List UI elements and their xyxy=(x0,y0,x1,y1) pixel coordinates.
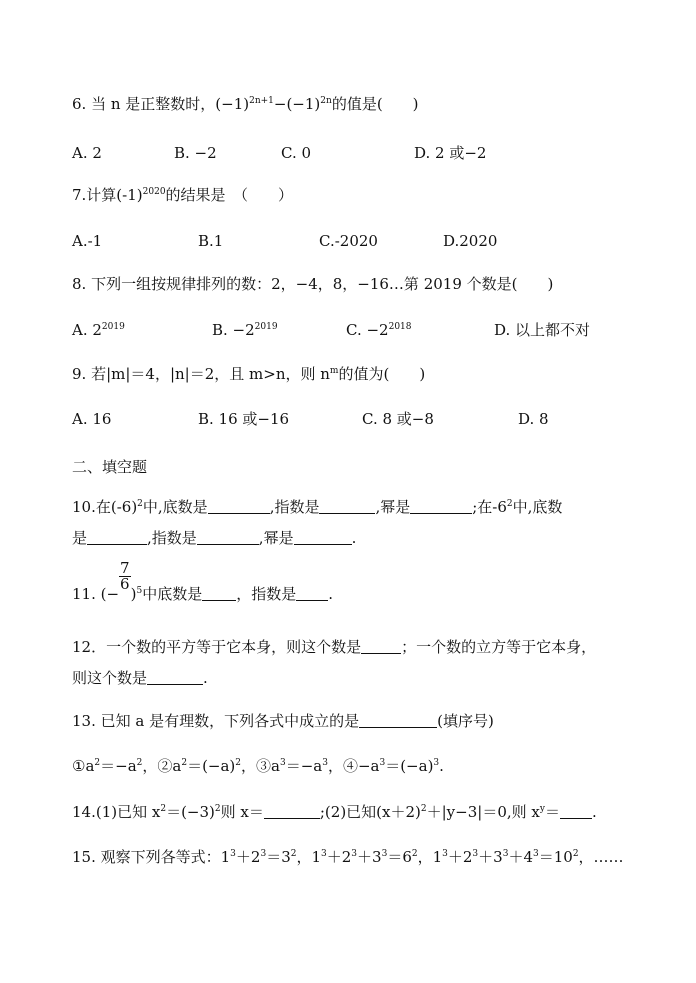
question-7-option-d[interactable]: D.2020 xyxy=(443,232,498,250)
question-12-line-1: 12．一个数的平方等于它本身，则这个数是 ；一个数的立方等于它本身， xyxy=(72,638,597,656)
answer-blank[interactable] xyxy=(296,586,328,601)
question-8-option-d[interactable]: D. 以上都不对 xyxy=(494,321,591,339)
question-11: 11. (− $\frac{7}{6}$ )$^5$中底数是 ，指数是 . xyxy=(72,558,333,603)
question-7-stem: 7.计算$(-1)^{2020}$的结果是 （ ） xyxy=(72,186,294,204)
question-9-option-d[interactable]: D. 8 xyxy=(518,410,549,428)
question-10-line-1: 10.在$(-6)^2$中,底数是 ,指数是 ,幂是 ;在$-6^2$中,底数 xyxy=(72,498,563,516)
answer-blank[interactable] xyxy=(560,804,592,819)
question-7-option-c[interactable]: C.-2020 xyxy=(319,232,378,250)
question-8-stem: 8. 下列一组按规律排列的数：2，−4，8，−16…第 2019 个数是( ) xyxy=(72,275,554,293)
question-6-option-a[interactable]: A. 2 xyxy=(72,144,102,162)
question-12-line-2: 则这个数是 . xyxy=(72,669,208,687)
question-13-options: $①a^2=-a^2$，$②a^2=(-a)^2$，$③a^3=-a^3$，$④-a^3=(-a)^3$. xyxy=(72,757,444,775)
question-10-line-2: 是 ,指数是 ,幂是 . xyxy=(72,529,357,547)
answer-blank[interactable] xyxy=(197,530,259,545)
section-title-fill-in: 二、填空题 xyxy=(72,458,148,476)
question-9-option-c[interactable]: C. 8 或−8 xyxy=(362,410,434,428)
question-8-option-c[interactable]: C. $-2^{2018}$ xyxy=(346,321,412,339)
question-7-option-a[interactable]: A.-1 xyxy=(72,232,103,250)
answer-blank[interactable] xyxy=(410,499,472,514)
question-6-stem: 6. 当 n 是正整数时，$(-1)^{2n+1}-(-1)^{2n}$的值是( ) xyxy=(72,95,419,113)
answer-blank[interactable] xyxy=(294,530,352,545)
question-6-option-c[interactable]: C. 0 xyxy=(281,144,312,162)
answer-blank[interactable] xyxy=(359,713,437,728)
fraction: $\frac{7}{6}$ xyxy=(120,558,130,593)
answer-blank[interactable] xyxy=(147,670,203,685)
question-7-option-b[interactable]: B.1 xyxy=(198,232,224,250)
answer-blank[interactable] xyxy=(202,586,236,601)
question-6-option-d[interactable]: D. 2 或−2 xyxy=(414,144,487,162)
question-8-option-a[interactable]: A. $2^{2019}$ xyxy=(72,321,125,339)
question-6-option-b[interactable]: B. −2 xyxy=(174,144,217,162)
answer-blank[interactable] xyxy=(264,804,320,819)
question-9-option-a[interactable]: A. 16 xyxy=(72,410,112,428)
answer-blank[interactable] xyxy=(319,499,375,514)
question-13-stem: 13. 已知 a 是有理数，下列各式中成立的是 (填序号) xyxy=(72,712,494,730)
answer-blank[interactable] xyxy=(361,639,401,654)
question-15: 15. 观察下列各等式：$1^3+2^3=3^2$，$1^3+2^3+3^3=6^2$，$1^3+2^3+3^3+4^3=10^2$，…… xyxy=(72,848,624,866)
answer-blank[interactable] xyxy=(87,530,147,545)
question-8-option-b[interactable]: B. $-2^{2019}$ xyxy=(212,321,278,339)
answer-blank[interactable] xyxy=(208,499,270,514)
question-14: 14.(1)已知 $x^2=(-3)^2$则 x＝ ;(2)已知$(x+2)^2+|y-3|=0$,则 $x^y=$ . xyxy=(72,803,597,821)
question-9-stem: 9. 若|m|＝4，|n|＝2，且 m>n，则 $n^m$的值为( ) xyxy=(72,365,426,383)
question-9-option-b[interactable]: B. 16 或−16 xyxy=(198,410,290,428)
